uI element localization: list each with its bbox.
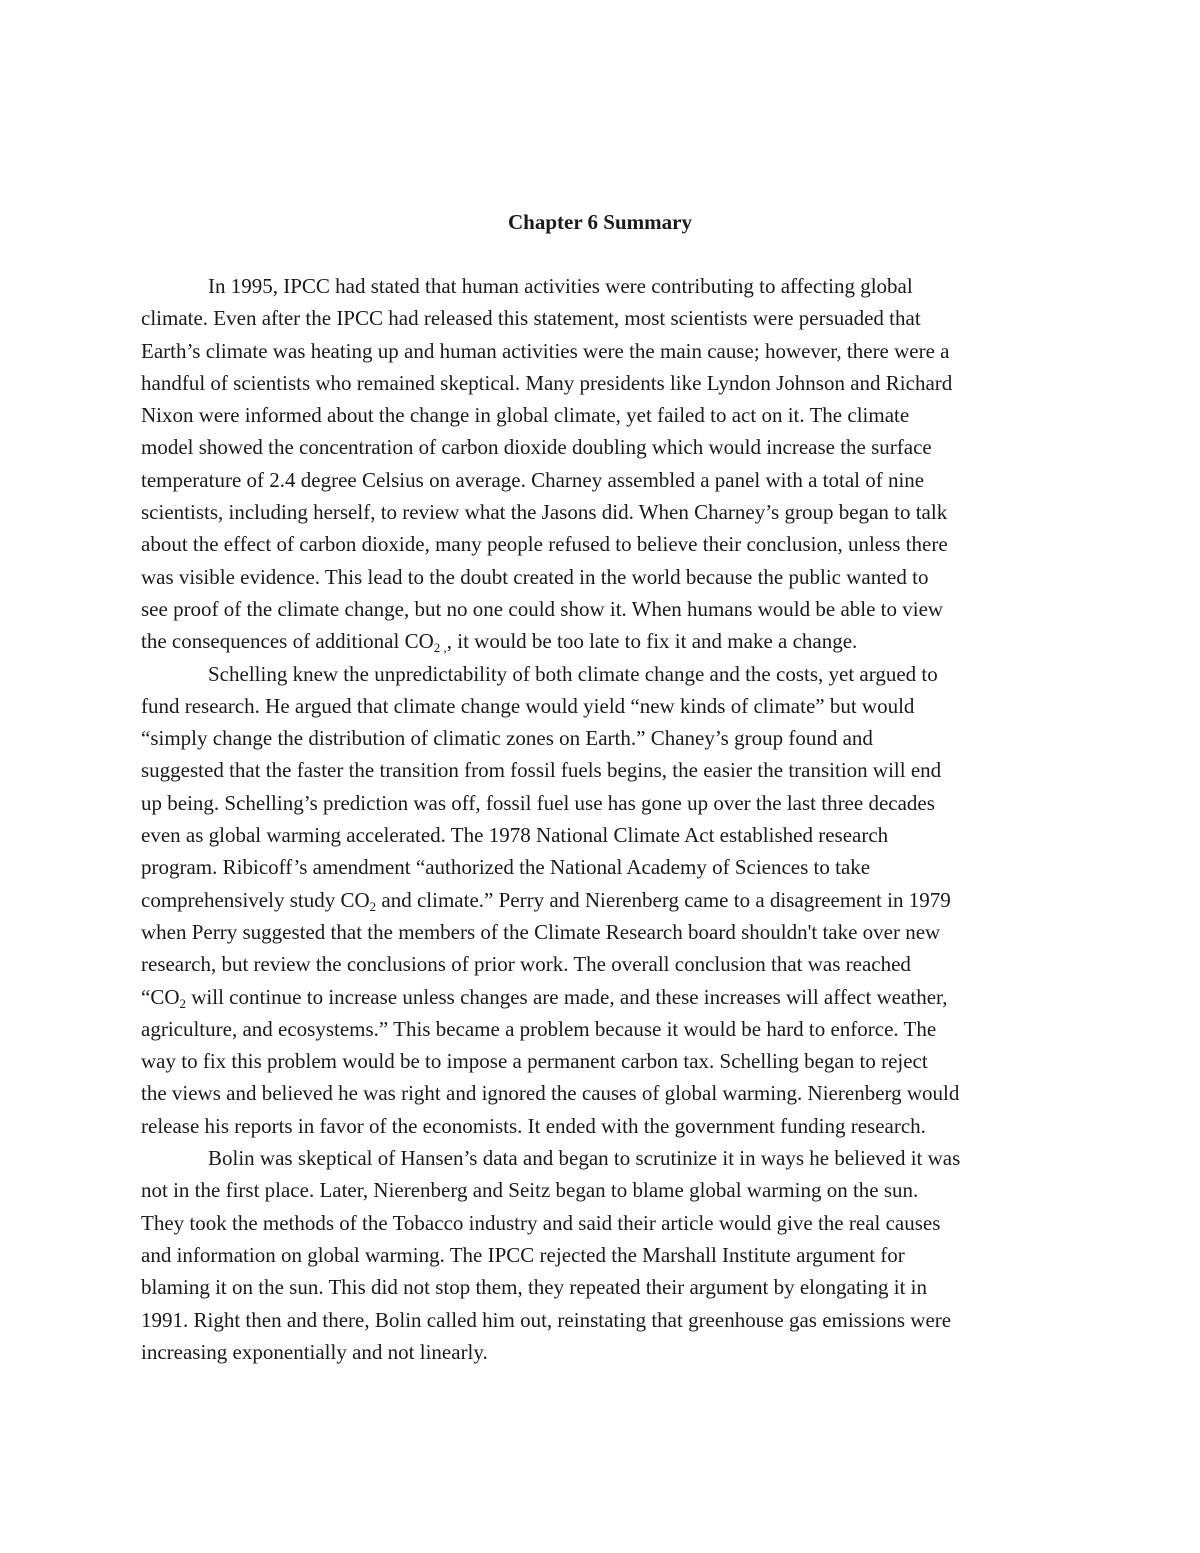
- text-line: see proof of the climate change, but no one could show it. When humans would be able to view: [141, 596, 944, 621]
- page-title: Chapter 6 Summary: [508, 210, 692, 234]
- text-line: when Perry suggested that the members of the Climate Research board shouldn't take over new: [141, 919, 941, 944]
- text-line: model showed the concentration of carbon dioxide doubling which would increase the surface: [141, 435, 932, 460]
- text-line: handful of scientists who remained skeptical. Many presidents like Lyndon Johnson and Richard: [141, 370, 953, 395]
- text-line: about the effect of carbon dioxide, many people refused to believe their conclusion, unless there: [141, 532, 948, 557]
- text-segment: and climate.” Perry and Nierenberg came to a disagreement in 1979: [376, 887, 951, 912]
- paragraph-1: [141, 270, 1063, 658]
- text-segment: “CO: [141, 984, 180, 1009]
- text-line: [141, 625, 1063, 657]
- text-line: and information on global warming. The IPCC rejected the Marshall Institute argument for: [141, 1242, 905, 1267]
- paragraph-2: [141, 658, 1063, 1142]
- subscript: 2: [179, 995, 186, 1011]
- text-segment: will continue to increase unless changes are made, and these increases will affect weather,: [186, 984, 948, 1009]
- text-line: even as global warming accelerated. The 1978 National Climate Act established research: [141, 823, 889, 848]
- text-line: Bolin was skeptical of Hansen’s data and began to scrutinize it in ways he believed it was: [208, 1146, 961, 1171]
- text-line: “simply change the distribution of climatic zones on Earth.” Chaney’s group found and: [141, 726, 873, 751]
- text-line: agriculture, and ecosystems.” This became a problem because it would be hard to enforce. The: [141, 1016, 937, 1041]
- text-line: Schelling knew the unpredictability of both climate change and the costs, yet argued to: [208, 661, 938, 686]
- text-line: climate. Even after the IPCC had released this statement, most scientists were persuaded that: [141, 306, 921, 331]
- text-line: was visible evidence. This lead to the doubt created in the world because the public wanted to: [141, 564, 929, 589]
- text-line: Earth’s climate was heating up and human activities were the main cause; however, there were a: [141, 338, 950, 363]
- text-line: the views and believed he was right and ignored the causes of global warming. Nierenberg would: [141, 1081, 960, 1106]
- text-line: increasing exponentially and not linearly.: [141, 1339, 488, 1364]
- text-segment: comprehensively study CO: [141, 887, 370, 912]
- text-line: program. Ribicoff’s amendment “authorized the National Academy of Sciences to take: [141, 855, 871, 880]
- text-segment: , it would be too late to fix it and make a change.: [446, 629, 858, 654]
- subscript: 2: [369, 898, 377, 914]
- text-segment: the consequences of additional CO: [141, 629, 434, 654]
- text-line: release his reports in favor of the economists. It ended with the government funding research.: [141, 1113, 926, 1138]
- text-line: In 1995, IPCC had stated that human activities were contributing to affecting global: [208, 274, 913, 298]
- text-line: way to fix this problem would be to impose a permanent carbon tax. Schelling began to reject: [141, 1049, 928, 1074]
- text-line: They took the methods of the Tobacco industry and said their article would give the real causes: [141, 1210, 941, 1235]
- text-line: up being. Schelling’s prediction was off, fossil fuel use has gone up over the last three decades: [141, 790, 935, 815]
- text-line: Nixon were informed about the change in global climate, yet failed to act on it. The climate: [141, 403, 910, 428]
- text-line: not in the first place. Later, Nierenberg and Seitz began to blame global warming on the sun.: [141, 1178, 919, 1203]
- text-line: suggested that the faster the transition from fossil fuels begins, the easier the transition will end: [141, 758, 942, 783]
- text-line: temperature of 2.4 degree Celsius on average. Charney assembled a panel with a total of nine: [141, 467, 925, 492]
- subscript: 2 ,: [433, 640, 447, 656]
- text-line: 1991. Right then and there, Bolin called him out, reinstating that greenhouse gas emissions were: [141, 1307, 952, 1332]
- text-line: scientists, including herself, to review what the Jasons did. When Charney’s group began to talk: [141, 500, 948, 525]
- text-line: fund research. He argued that climate change would yield “new kinds of climate” but would: [141, 693, 915, 718]
- document-body: [141, 270, 1063, 1368]
- text-line: [141, 884, 1063, 916]
- text-line: [141, 981, 1063, 1013]
- paragraph-3: [141, 1142, 1063, 1368]
- text-line: research, but review the conclusions of prior work. The overall conclusion that was reached: [141, 952, 911, 977]
- text-line: blaming it on the sun. This did not stop them, they repeated their argument by elongating it in: [141, 1275, 928, 1300]
